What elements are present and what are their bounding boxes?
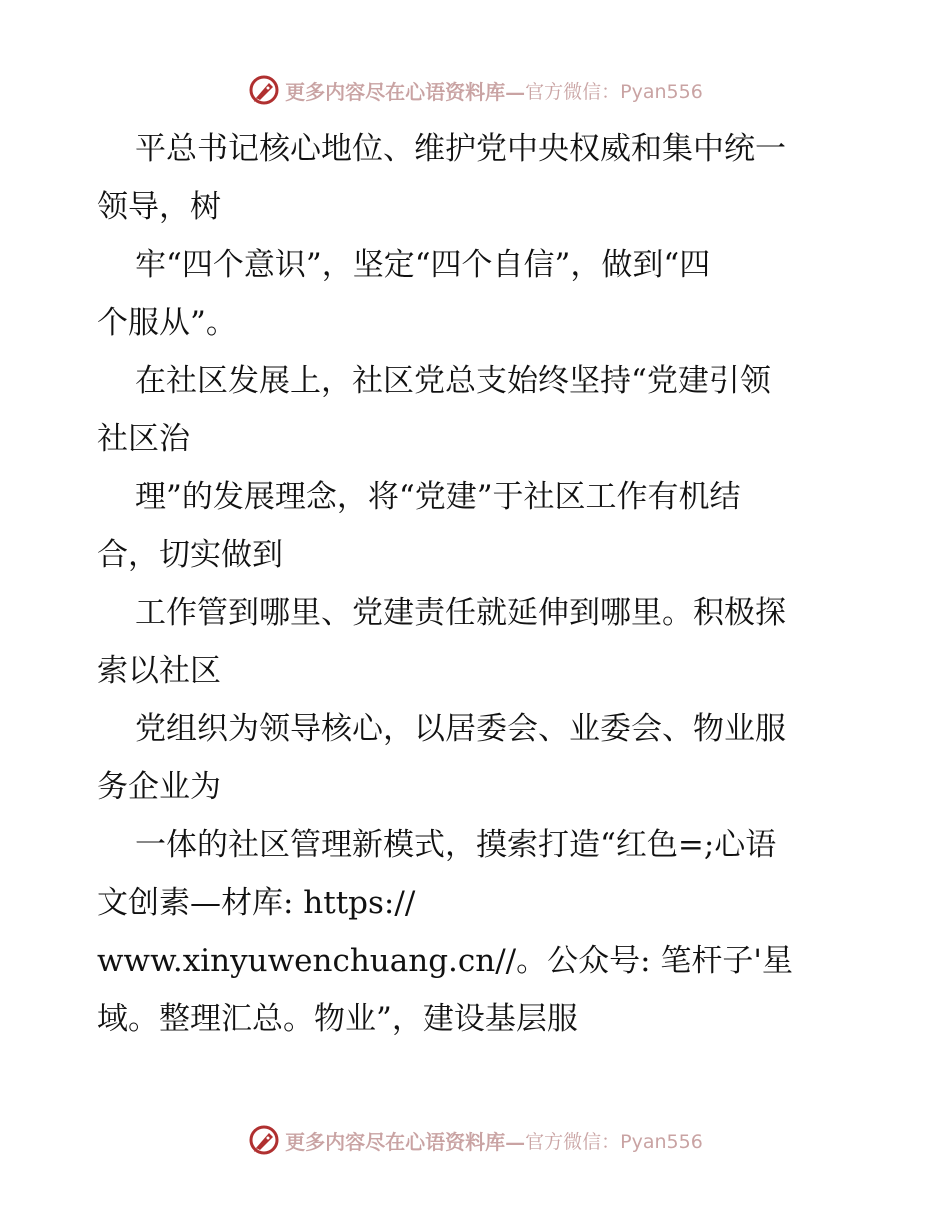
body-line: 理”的发展理念，将“党建”于社区工作有机结 [135,479,741,515]
body-line: 一体的社区管理新模式，摸索打造“红色=;心语 [135,827,777,863]
body-line: www.xinyuwenchuang.cn//。公众号: 笔杆子'星 [97,943,793,979]
body-line: 党组织为领导核心，以居委会、业委会、物业服 [135,711,786,747]
body-line: 领导，树 [97,189,221,225]
body-line: 务企业为 [97,769,221,805]
body-line: 合，切实做到 [97,537,283,573]
body-line: 工作管到哪里、党建责任就延伸到哪里。积极探 [135,595,786,631]
pen-nib-logo-icon [247,73,281,107]
body-line: 文创素—材库: https:// [97,885,416,921]
document-body [97,120,857,1048]
body-line: 社区治 [97,421,190,457]
body-line: 牢“四个意识”，坚定“四个自信”，做到“四 [135,247,711,283]
header-banner-main: 更多内容尽在心语资料库— [285,79,526,104]
body-line: 个服从”。 [97,305,237,341]
footer-banner-sub: 官方微信：Pyan556 [525,1130,703,1153]
body-line: 在社区发展上，社区党总支始终坚持“党建引领 [135,363,771,399]
pen-nib-logo-icon [247,1123,281,1157]
header-banner [0,70,950,110]
body-line: 域。整理汇总。物业”，建设基层服 [97,1001,578,1037]
footer-banner [0,1120,950,1160]
header-banner-sub: 官方微信：Pyan556 [525,80,703,103]
body-line: 索以社区 [97,653,221,689]
body-line: 平总书记核心地位、维护党中央权威和集中统一 [135,131,786,167]
footer-banner-main: 更多内容尽在心语资料库— [285,1129,526,1154]
